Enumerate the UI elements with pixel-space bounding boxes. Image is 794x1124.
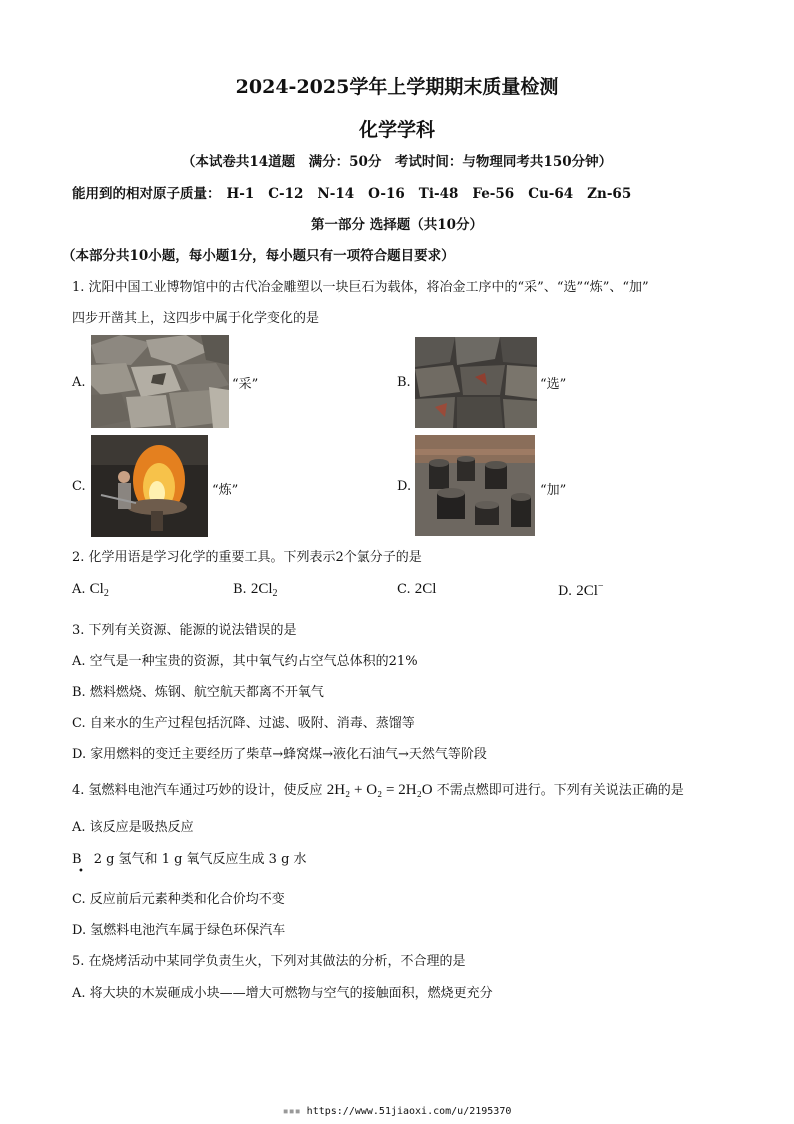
q1-stem-line1: 1. 沈阳中国工业博物馆中的古代冶金雕塑以一块巨石为载体，将冶金工序中的“采”、“选”“炼”、“加” [72, 280, 649, 295]
formula-2cl2 [251, 581, 278, 597]
q2-option-c [397, 581, 436, 598]
formula-subscript: 2 [103, 588, 109, 599]
q4-stem [72, 779, 684, 799]
footer [0, 1106, 794, 1117]
mass-item: Fe-56 [472, 186, 515, 202]
q5-option-a: A. 将大块的木炭砸成小块——增大可燃物与空气的接触面积，燃烧更充分 [72, 986, 493, 1001]
formula-2cl [415, 581, 437, 597]
q1-option-d-caption: “加” [540, 483, 567, 498]
q1-option-b-caption: “选” [540, 377, 567, 392]
formula-symbol: Cl [89, 581, 104, 597]
option-letter: B [72, 852, 82, 867]
option-letter: D. [558, 584, 573, 599]
formula-subscript: 2 [272, 588, 278, 599]
q2-option-b [233, 581, 278, 599]
q1-option-a-letter: A. [72, 375, 86, 390]
formula-cl2 [90, 581, 109, 597]
footer-url-link[interactable]: https://www.51jiaoxi.com/u/2195370 [306, 1106, 512, 1117]
dot-mark: • [78, 866, 84, 877]
q3-option-c: C. 自来水的生产过程包括沉降、过滤、吸附、消毒、蒸馏等 [72, 716, 415, 731]
q4-option-b [72, 848, 307, 867]
mass-item: N-14 [317, 186, 355, 202]
q1-stem-line2: 四步开凿其上，这四步中属于化学变化的是 [72, 311, 320, 326]
atomic-mass-label: 能用到的相对原子质量： [72, 186, 221, 202]
formula-coef: 2 [250, 581, 259, 597]
formula-symbol: Cl [258, 581, 273, 597]
q1-option-d-letter: D. [397, 479, 412, 494]
q4-stem-post: 不需点燃即可进行。下列有关说法正确的是 [436, 783, 684, 798]
formula-2cl-ion [576, 583, 603, 599]
part1-note: （本部分共10小题，每小题1分，每小题只有一项符合题目要求） [62, 248, 455, 264]
mass-item: Cu-64 [528, 186, 574, 202]
ore-photo [415, 337, 537, 428]
q4-option-d: D. 氢燃料电池汽车属于绿色环保汽车 [72, 923, 286, 938]
formula-coef: 2 [414, 581, 423, 597]
exam-title: 2024-2025学年上学期期末质量检测 [235, 76, 559, 98]
part1-title: 第一部分 选择题（共10分） [311, 217, 483, 233]
q5-stem: 5. 在烧烤活动中某同学负责生火，下列对其做法的分析，不合理的是 [72, 954, 466, 969]
q2-stem: 2. 化学用语是学习化学的重要工具。下列表示2个氯分子的是 [72, 550, 422, 565]
q1-option-b-letter: B. [397, 375, 411, 390]
q3-option-a: A. 空气是一种宝贵的资源，其中氧气约占空气总体积的21% [72, 654, 418, 669]
formula-superscript: − [597, 581, 604, 592]
q4-option-c: C. 反应前后元素种类和化合价均不变 [72, 892, 285, 907]
rock-pile-photo [91, 335, 229, 428]
q1-option-c-caption: “炼” [212, 483, 239, 498]
mass-item: Ti-48 [418, 186, 459, 202]
formula-symbol: Cl [422, 581, 437, 597]
reaction-equation: 2H₂ + O₂ = 2H₂O [326, 782, 433, 798]
q4-stem-pre: 4. 氢燃料电池汽车通过巧妙的设计，使反应 [72, 783, 323, 798]
option-letter: C. [397, 582, 411, 597]
exam-info: （本试卷共14道题 满分：50分 考试时间：与物理同考共150分钟） [181, 154, 613, 170]
atomic-mass-line [72, 182, 645, 202]
q3-option-d: D. 家用燃料的变迁主要经历了柴草→蜂窝煤→液化石油气→天然气等阶段 [72, 747, 487, 762]
option-letter: B. [233, 582, 247, 597]
mass-item: H-1 [226, 186, 255, 202]
mass-item: Zn-65 [587, 186, 632, 202]
formula-coef: 2 [576, 583, 584, 599]
q2-option-d [558, 581, 604, 600]
q3-stem: 3. 下列有关资源、能源的说法错误的是 [72, 623, 297, 638]
q3-option-b: B. 燃料燃烧、炼钢、航空航天都离不开氧气 [72, 685, 324, 700]
processed-metal-blocks-photo [415, 435, 535, 536]
q4-option-b-text: 2 g 氢气和 1 g 氧气反应生成 3 g 水 [93, 852, 307, 867]
option-letter: A. [72, 582, 86, 597]
formula-symbol: Cl [583, 583, 598, 599]
smelting-fire-photo [91, 435, 208, 537]
watermark-logo-icon: ▪▪▪ [282, 1106, 301, 1117]
q4-option-a: A. 该反应是吸热反应 [72, 820, 194, 835]
q2-option-a [72, 581, 109, 599]
q1-option-c-letter: C. [72, 479, 86, 494]
q1-option-a-caption: “采” [232, 377, 259, 392]
mass-item: C-12 [268, 186, 304, 202]
mass-item: O-16 [368, 186, 405, 202]
subject-title: 化学学科 [358, 119, 435, 141]
